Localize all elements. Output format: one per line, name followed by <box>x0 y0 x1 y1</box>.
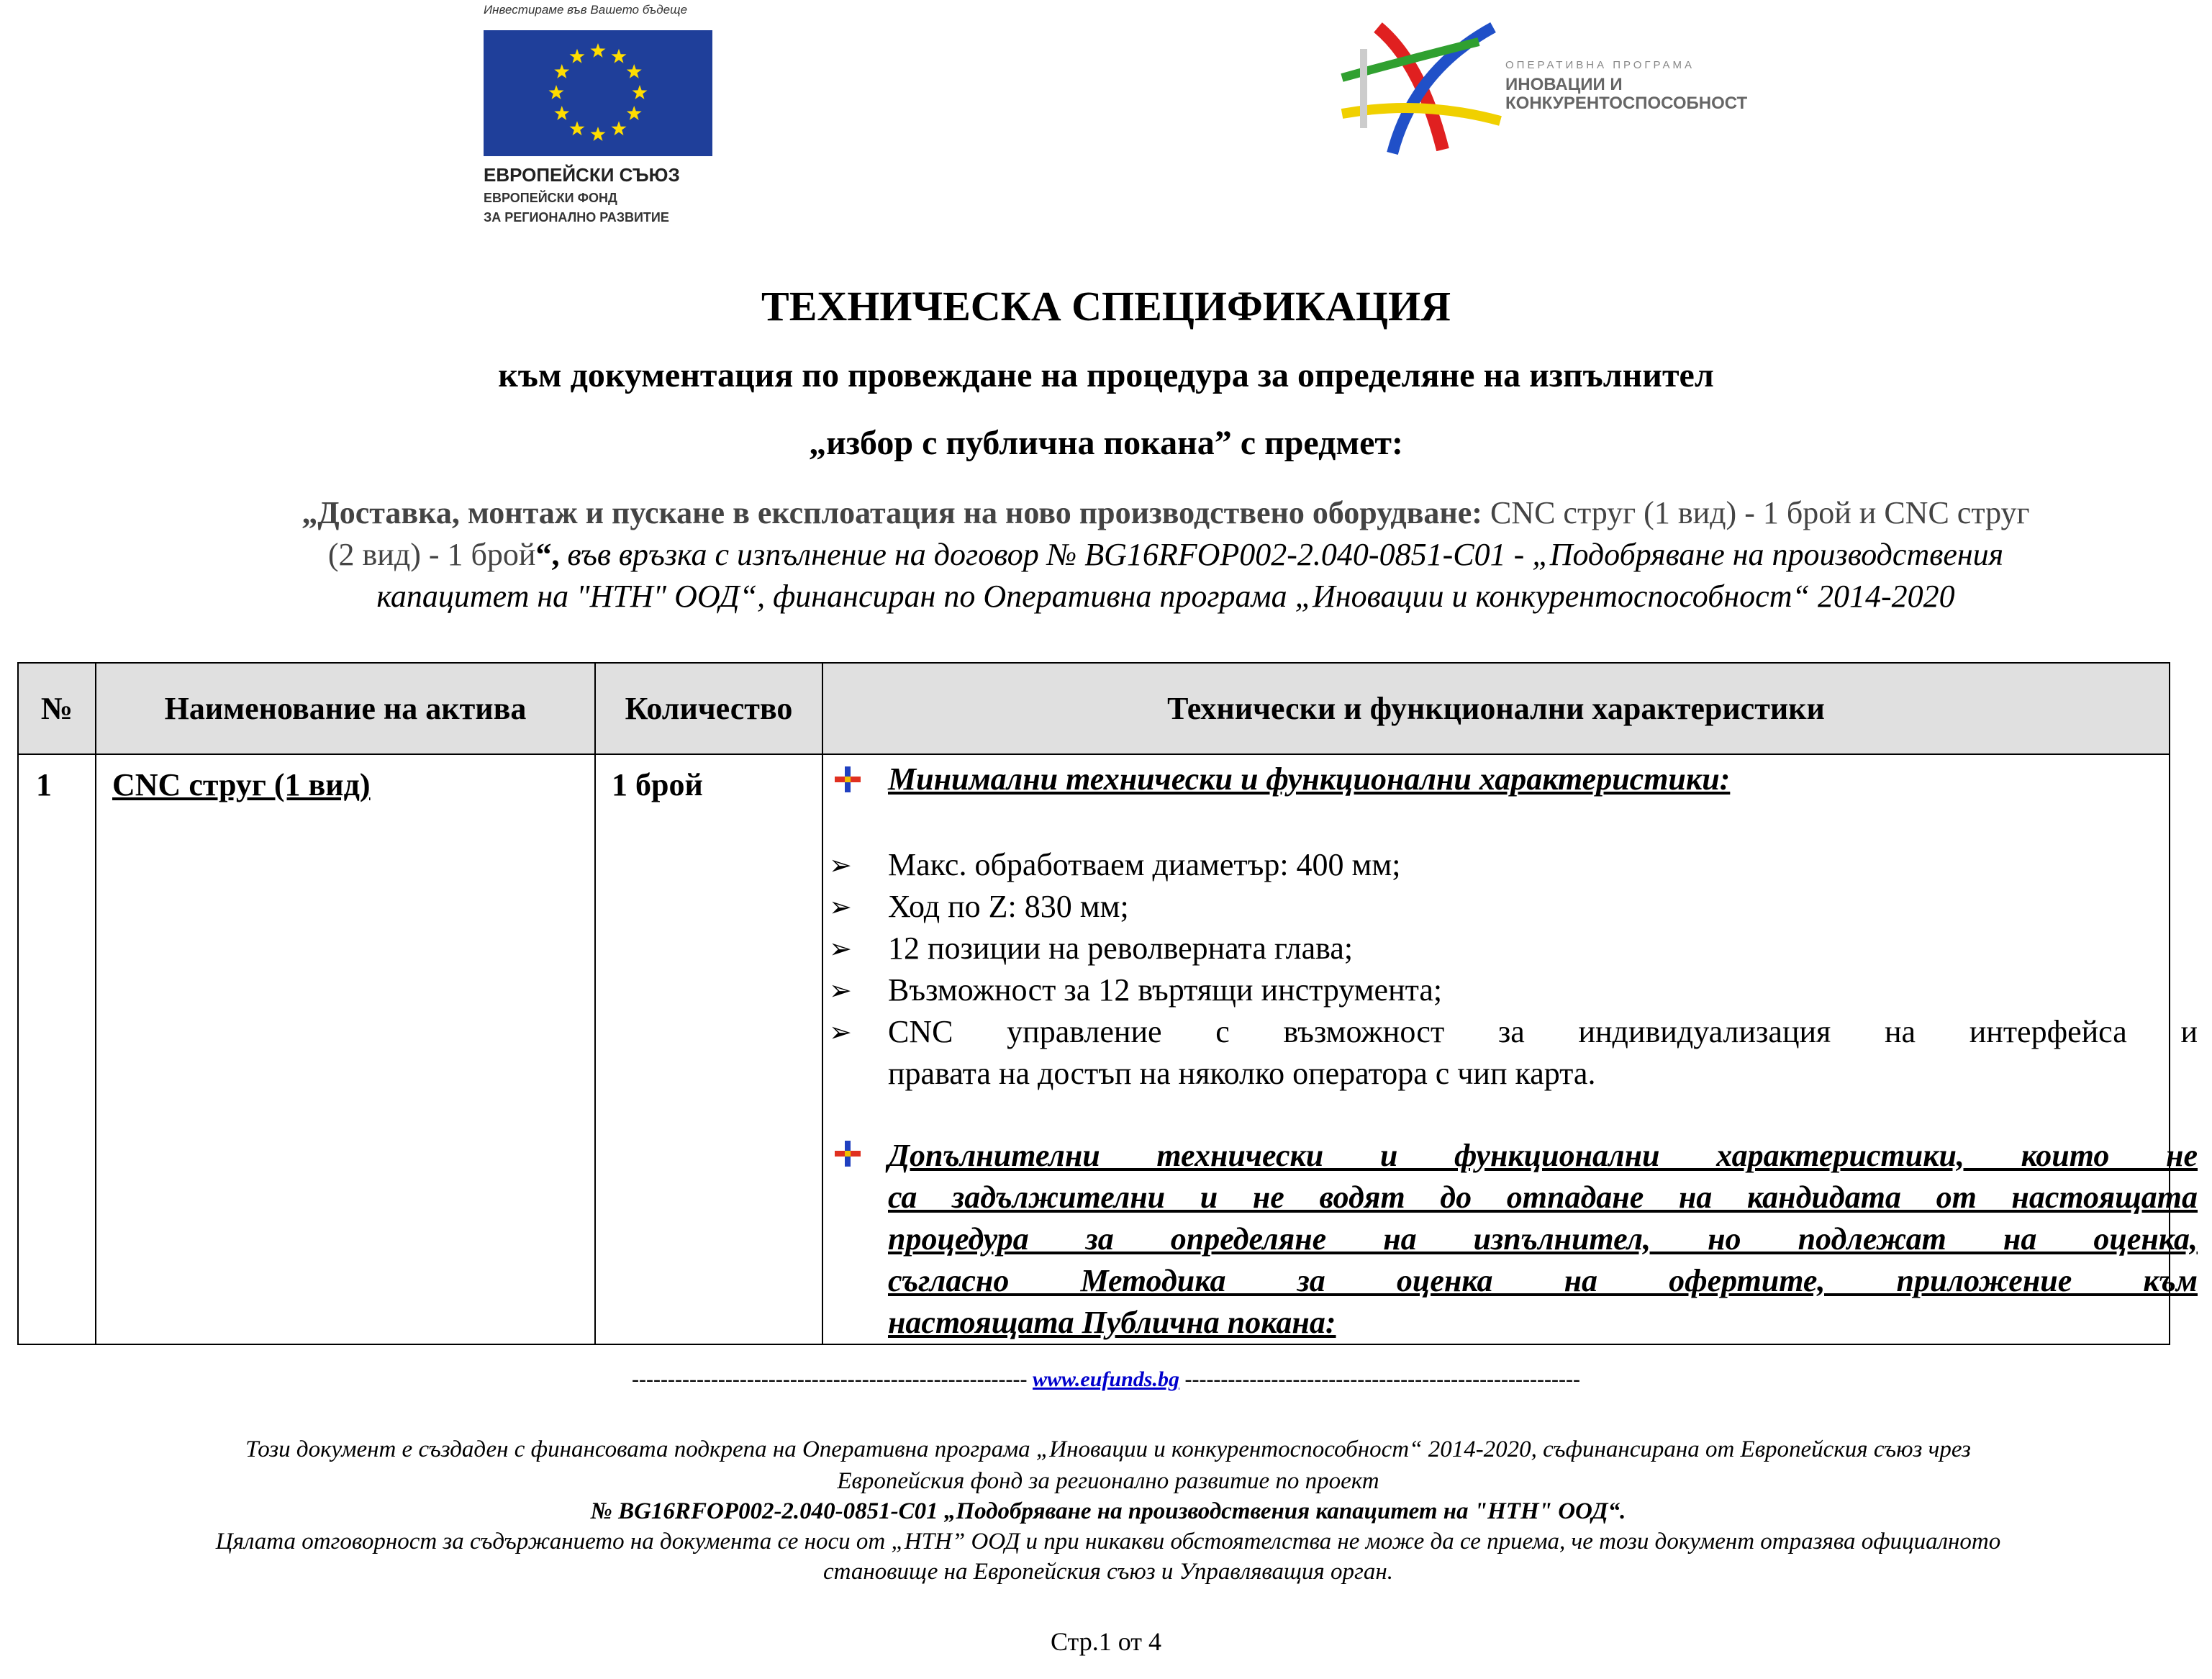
page-number: Стр.1 от 4 <box>1051 1627 1161 1656</box>
add-heading-line: са задължителни и не водят до отпадане на кандидата от настоящата <box>888 1180 2198 1215</box>
add-heading-line: Допълнителни технически и функционални характеристики, които не <box>888 1138 2198 1173</box>
bullet-text-line2: правата на достъп на няколко оператора с чип карта. <box>888 1056 1596 1091</box>
eu-logo-line1: ЕВРОПЕЙСКИ СЪЮЗ <box>484 164 680 186</box>
plus-bullet-icon <box>833 765 862 794</box>
subject-line-2 <box>144 534 2188 576</box>
add-heading-line: настоящата Публична покана: <box>888 1305 1336 1340</box>
eu-star <box>554 106 569 120</box>
bullet-text: Макс. обработваем диаметър: 400 мм; <box>888 847 1401 882</box>
footer-line-1: Този документ е създаден с финансовата подкрепа на Оперативна програма „Иновации и конкурентоспособност“ 2014-2020, съфинансирана от Европейския съюз чрез <box>245 1436 1971 1462</box>
arrow-bullet-icon: ➢ <box>829 849 852 881</box>
eu-logo-line2: ЕВРОПЕЙСКИ ФОНД <box>484 191 617 205</box>
min-characteristics-heading <box>888 761 2198 797</box>
col-header-characteristics: Технически и функционални характеристики <box>822 663 2170 754</box>
bullet-text: Възможност за 12 въртящи инструмента; <box>888 972 1443 1008</box>
cell-name <box>96 754 595 1344</box>
table-header-row <box>18 663 2170 754</box>
bullet-text: 12 позиции на револверната глава; <box>888 931 1354 966</box>
col-header-number: № <box>18 663 96 754</box>
footer-line-3: № BG16RFOP002-2.040-0851-C01 „Подобряване на производствения капацитет на "НТН" ООД“. <box>590 1498 1626 1524</box>
eu-star <box>627 106 642 120</box>
eu-star <box>549 85 564 99</box>
subject-italic: във връзка с изпълнение на договор № BG16RFOP002-2.040-0851-C01 - „Подобряване на производствения <box>567 537 2004 572</box>
specification-table <box>17 662 2198 1345</box>
eu-stars-icon <box>484 30 712 156</box>
min-heading-text: Минимални технически и функционални характеристики: <box>888 761 1731 797</box>
col-header-quantity: Количество <box>595 663 822 754</box>
footer-separator <box>0 1367 2212 1392</box>
footer-line-2: Европейския фонд за регионално развитие по проект <box>837 1468 1379 1494</box>
arrow-bullet-icon: ➢ <box>829 933 852 964</box>
add-heading-line: процедура за определяне на изпълнител, но подлежат на оценка, <box>888 1221 2198 1257</box>
col-header-name: Наименование на актива <box>96 663 595 754</box>
plus-bullet-icon <box>833 1139 862 1168</box>
eu-star <box>570 121 585 135</box>
eu-tagline: Инвестираме във Вашето бъдеще <box>484 3 688 17</box>
list-item <box>829 969 2198 1011</box>
list-item <box>829 844 2198 886</box>
cell-quantity <box>595 754 822 1344</box>
separator-right: ------------------------------------------------------- <box>1179 1367 1580 1391</box>
arrow-bullet-icon: ➢ <box>829 891 852 923</box>
document-subtitle-2: „избор с публична покана” с предмет: <box>809 424 1403 462</box>
eu-star <box>627 64 642 78</box>
cell-number <box>18 754 96 1344</box>
opic-logo-line1: ИНОВАЦИИ И <box>1505 75 1623 94</box>
list-item <box>829 886 2198 928</box>
opic-logo-small: ОПЕРАТИВНА ПРОГРАМА <box>1505 59 1695 71</box>
eu-star <box>612 49 627 63</box>
arrow-bullet-icon: ➢ <box>829 974 852 1006</box>
subject-rest: CNC струг (1 вид) - 1 брой и CNC струг <box>1482 495 2030 530</box>
table-row <box>18 754 2170 1344</box>
eu-logo-line3: ЗА РЕГИОНАЛНО РАЗВИТИЕ <box>484 210 669 225</box>
row-number: 1 <box>36 767 52 802</box>
subject-plain: (2 вид) - 1 брой <box>327 537 536 572</box>
bullet-text: Ход по Z: 830 мм; <box>888 889 1129 924</box>
bullet-text-line1: CNC управление с възможност за индивидуализация на интерфейса и <box>888 1014 2198 1049</box>
eu-star <box>554 64 569 78</box>
opic-logo-mark <box>1335 20 1508 157</box>
asset-quantity: 1 брой <box>612 767 703 802</box>
opic-logo-line2: КОНКУРЕНТОСПОСОБНОСТ <box>1505 94 1748 113</box>
eu-star <box>570 49 585 63</box>
document-subtitle-1: към документация по провеждане на процедура за определяне на изпълнител <box>498 356 1714 394</box>
list-item <box>829 1011 2198 1095</box>
eu-flag-logo <box>484 30 712 156</box>
additional-characteristics-heading <box>888 1135 2198 1344</box>
eu-star <box>633 85 648 99</box>
asset-name: CNC струг (1 вид) <box>112 767 371 802</box>
footer-line-4: Цялата отговорност за съдържанието на документа се носи от „НТН” ООД и при никакви обстоятелства не може да се приема, че този документ отразява официалното <box>215 1529 2001 1554</box>
cell-characteristics <box>822 754 2198 1344</box>
subject-bold: „Доставка, монтаж и пускане в експлоатация на ново производствено оборудване: <box>302 495 1482 530</box>
subject-line-1 <box>144 492 2188 534</box>
eu-star <box>591 127 606 141</box>
eufunds-link[interactable]: www.eufunds.bg <box>1033 1367 1179 1391</box>
footer-line-5: становище на Европейския съюз и Управляващия орган. <box>822 1559 1394 1585</box>
separator-left: ------------------------------------------------------- <box>632 1367 1033 1391</box>
subject-quote: “, <box>535 537 568 572</box>
document-title: ТЕХНИЧЕСКА СПЕЦИФИКАЦИЯ <box>761 283 1451 330</box>
subject-line-3: капацитет на "НТН" ООД“, финансиран по Оперативна програма „Иновации и конкурентоспособност“ 2014-2020 <box>376 579 1955 614</box>
eu-star <box>612 121 627 135</box>
arrow-bullet-icon: ➢ <box>829 1016 852 1048</box>
list-item <box>829 928 2198 969</box>
add-heading-line: съгласно Методика за оценка на офертите, приложение към <box>888 1263 2198 1298</box>
eu-star <box>591 43 606 58</box>
